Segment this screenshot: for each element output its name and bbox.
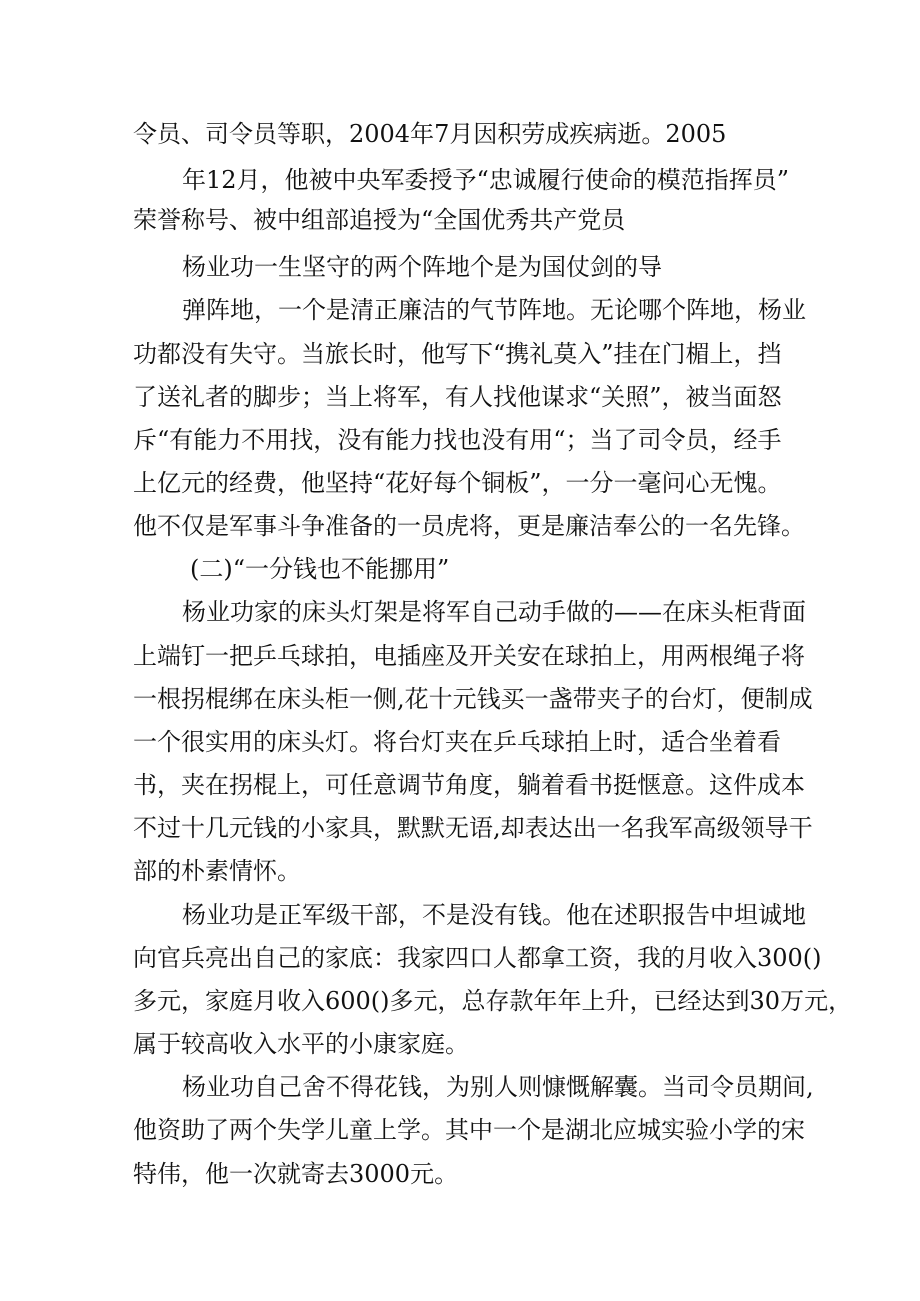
text-line: 他资助了两个失学儿童上学。其中一个是湖北应城实验小学的宋 xyxy=(133,1116,805,1144)
text-line: 杨业功家的床头灯架是将军自己动手做的——在床头柜背面 xyxy=(182,598,806,626)
text-line: 斥“有能力不用找，没有能力找也没有用“；当了司令员，经手 xyxy=(133,426,782,454)
text-line: 荣誉称号、被中组部追授为“全国优秀共产党员 xyxy=(133,206,626,234)
text-line: 一根拐棍绑在床头柜一侧,花十元钱买一盏带夹子的台灯，便制成 xyxy=(133,685,813,713)
text-line: 功都没有失守。当旅长时，他写下“携礼莫入”挂在门楣上，挡 xyxy=(133,340,782,368)
text-line: 书，夹在拐棍上，可任意调节角度，躺着看书挺惬意。这件成本 xyxy=(133,771,805,799)
text-line: 属于较高收入水平的小康家庭。 xyxy=(133,1030,469,1058)
text-line: 他不仅是军事斗争准备的一员虎将，更是廉洁奉公的一名先锋。 xyxy=(133,512,805,540)
text-line: 特伟，他一次就寄去3000元。 xyxy=(133,1160,459,1188)
text-line: 年12月，他被中央军委授予“忠诚履行使命的模范指挥员” xyxy=(182,166,790,194)
text-line: 杨业功自己舍不得花钱，为别人则慷慨解囊。当司令员期间, xyxy=(182,1073,814,1101)
text-line: 多元，家庭月收入600()多元，总存款年年上升，已经达到30万元， xyxy=(133,987,853,1015)
text-line: 不过十几元钱的小家具，默默无语,却表达出一名我军高级领导干 xyxy=(133,814,813,842)
text-line: 了送礼者的脚步；当上将军，有人找他谋求“关照”，被当面怒 xyxy=(133,383,782,411)
text-line: 上亿元的经费，他坚持“花好每个铜板”，一分一毫问心无愧。 xyxy=(133,469,782,497)
text-line: 令员、司令员等职，2004年7月因积劳成疾病逝。2005 xyxy=(133,120,727,148)
text-line: 弹阵地，一个是清正廉洁的气节阵地。无论哪个阵地，杨业 xyxy=(182,296,806,324)
text-line: 杨业功一生坚守的两个阵地个是为国仗剑的导 xyxy=(182,253,662,281)
text-line: 部的朴素情怀。 xyxy=(133,857,301,885)
text-line: 一个很实用的床头灯。将台灯夹在乒乓球拍上时，适合坐着看 xyxy=(133,728,781,756)
section-heading: (二)“一分钱也不能挪用” xyxy=(190,555,450,583)
text-line: 上端钉一把乒乓球拍，电插座及开关安在球拍上，用两根绳子将 xyxy=(133,642,805,670)
text-line: 杨业功是正军级干部，不是没有钱。他在述职报告中坦诚地 xyxy=(182,901,806,929)
text-line: 向官兵亮出自己的家底：我家四口人都拿工资，我的月收入300() xyxy=(133,944,822,972)
